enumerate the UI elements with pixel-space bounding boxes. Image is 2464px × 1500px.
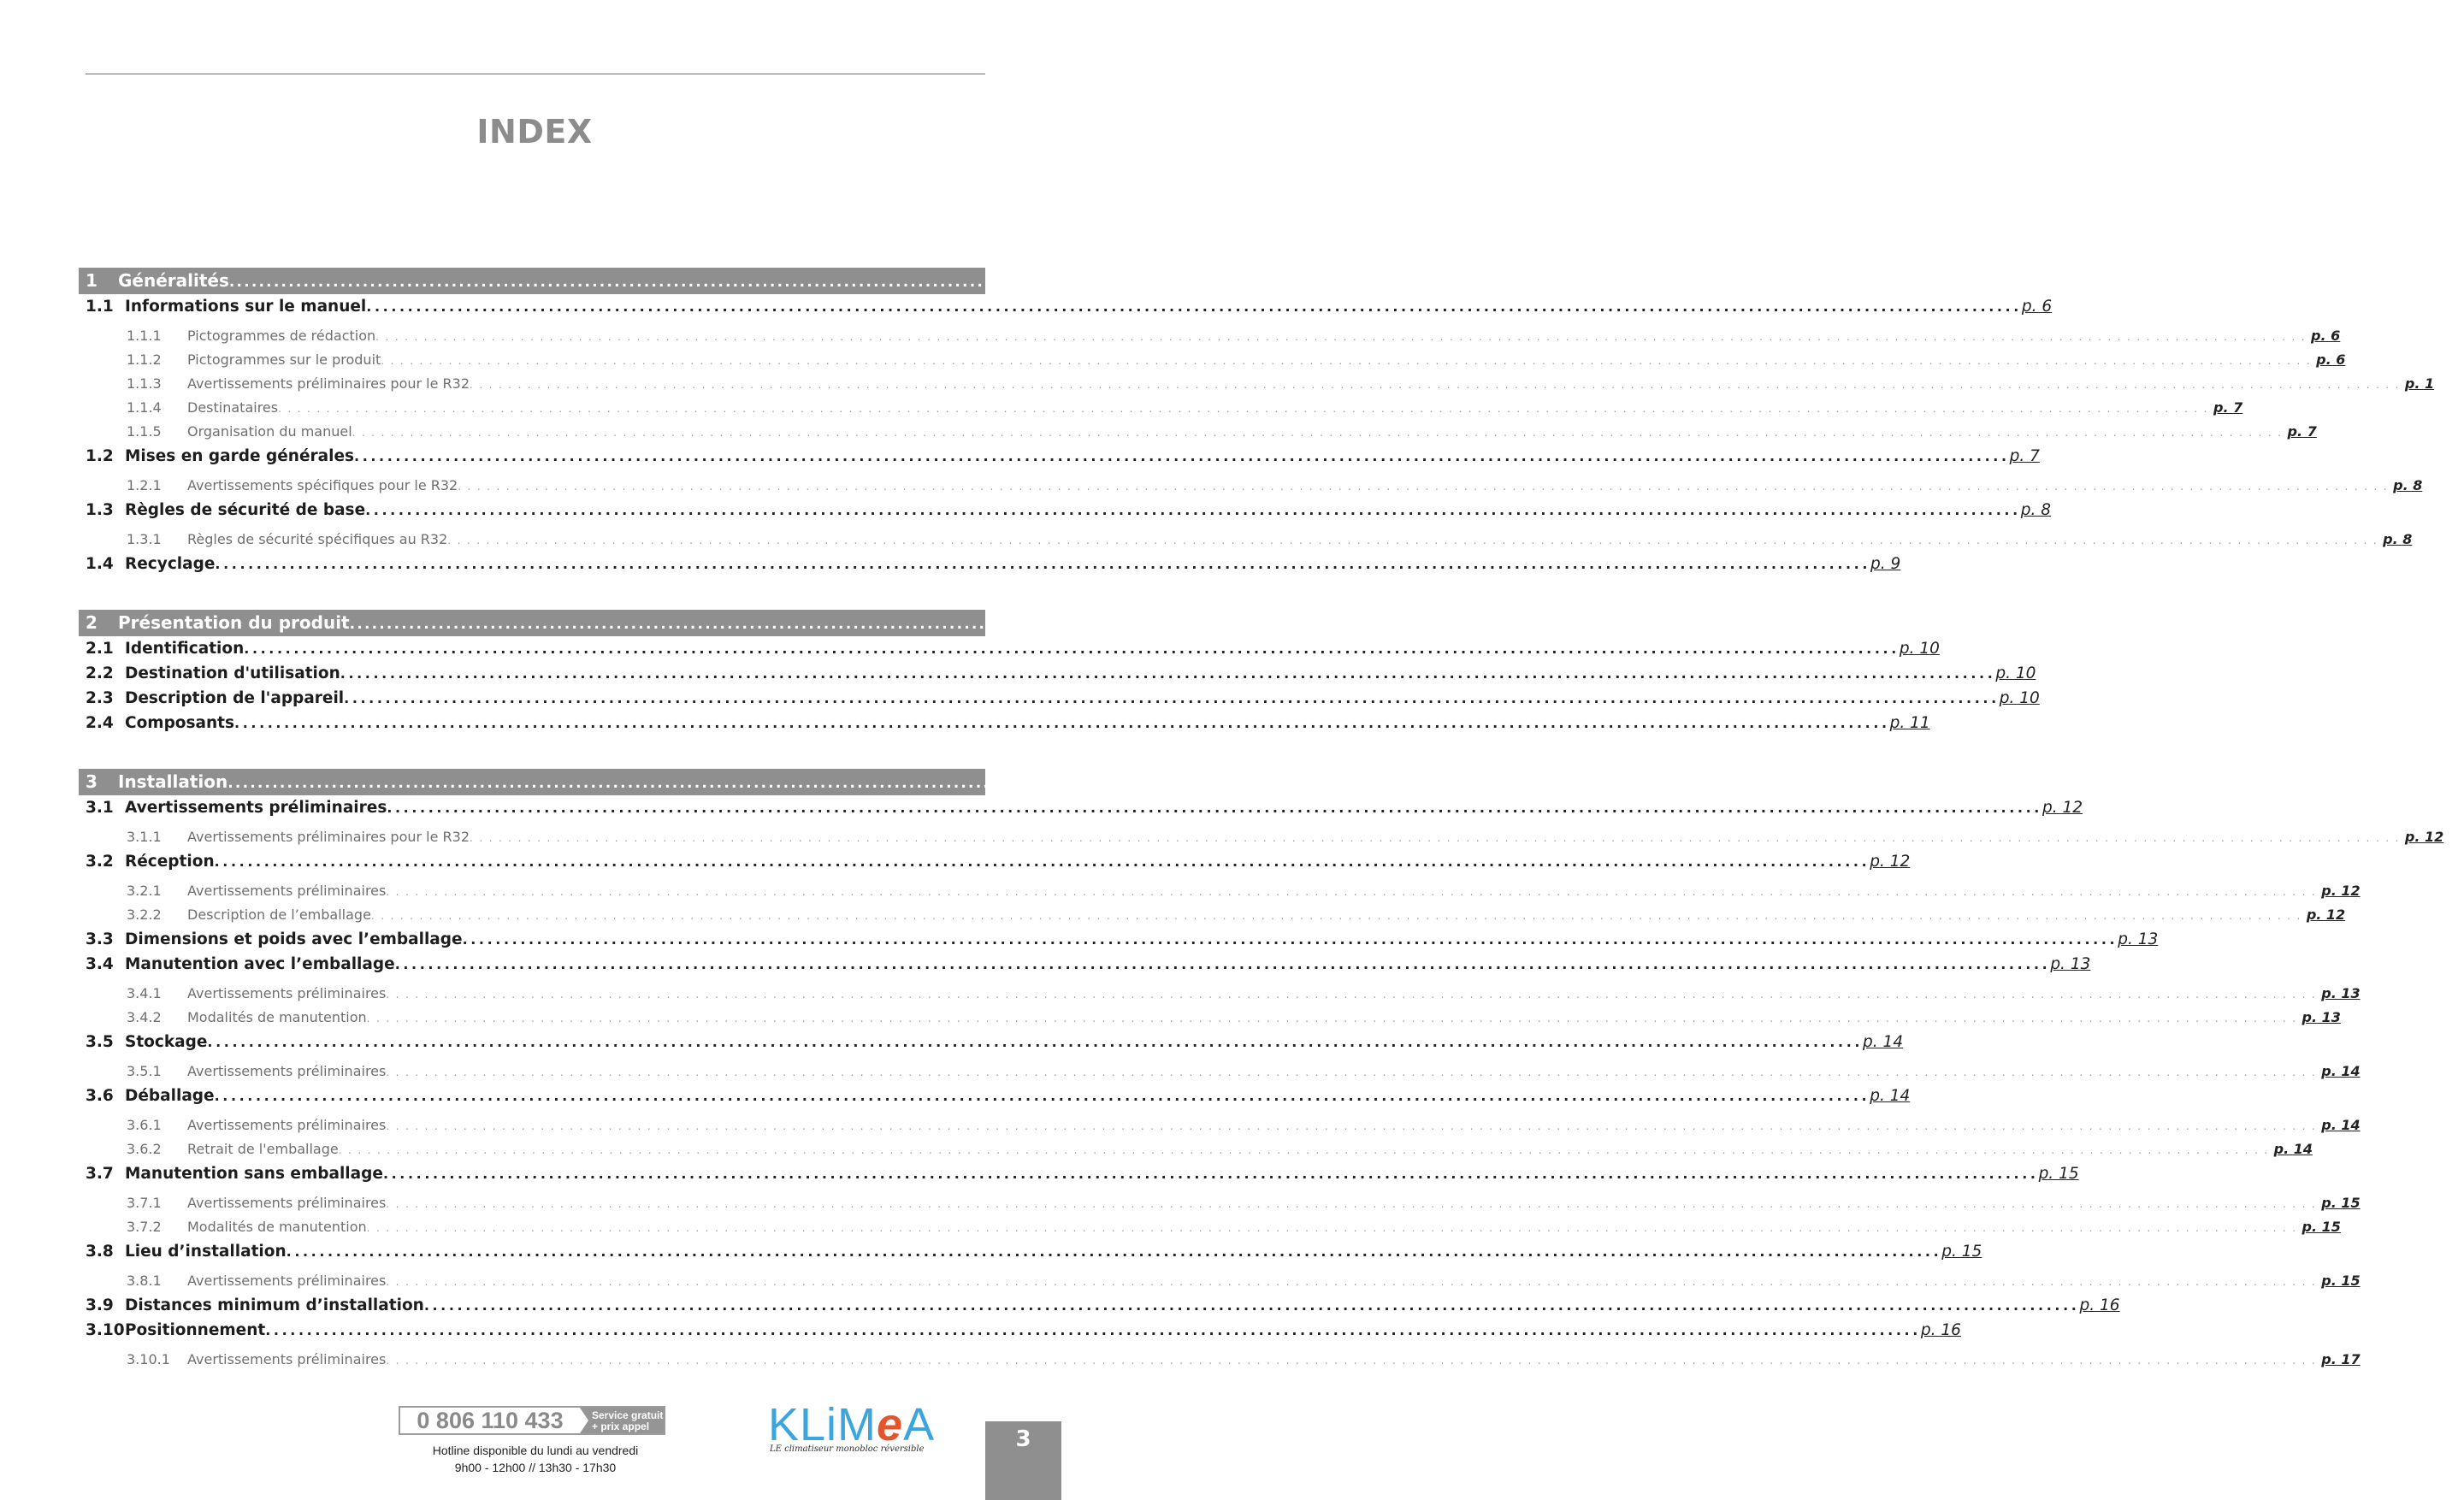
toc-entry xyxy=(79,1318,1961,1343)
toc-entry-leader-dots: ........................................................................................................................................................................................................ xyxy=(366,298,2022,315)
toc-entry-number: 2.2 xyxy=(86,664,114,682)
toc-subentry-leader-dots: ........................................................................................................................................................................................................ xyxy=(352,427,2288,439)
toc-entry-label: Manutention sans emballage xyxy=(125,1165,383,1183)
toc-entry xyxy=(79,498,2052,523)
toc-entry-page-link[interactable]: p. 13 xyxy=(2050,955,2091,973)
toc-entry-number: 1.3 xyxy=(86,501,114,519)
toc-subentry-number: 1.1.3 xyxy=(127,375,162,392)
toc-subentry-leader-dots: ........................................................................................................................................................................................................ xyxy=(366,1013,2302,1025)
toc-entry-label: Identification xyxy=(125,640,245,658)
toc-subentry-leader-dots: ........................................................................................................................................................................................................ xyxy=(386,1355,2322,1367)
toc-entry-label: Composants xyxy=(125,714,235,732)
toc-entry xyxy=(79,1030,1904,1054)
toc-subentry-number: 1.3.1 xyxy=(127,531,162,547)
toc-subentry-label: Description de l’emballage xyxy=(187,906,371,923)
toc-subentry-page-link[interactable]: p. 8 xyxy=(2393,477,2423,493)
toc-chapter xyxy=(79,610,1875,636)
toc-subentry-label: Organisation du manuel xyxy=(187,423,352,440)
toc-entry-number: 2.1 xyxy=(86,640,114,658)
toc-entry xyxy=(79,686,2040,711)
toc-entry-label: Description de l'appareil xyxy=(125,689,345,707)
toc-entry-leader-dots: ........................................................................................................................................................................................................ xyxy=(214,853,1870,870)
toc-entry-page-link[interactable]: p. 16 xyxy=(1920,1321,1961,1339)
toc-section xyxy=(79,769,2444,1372)
toc-entry-label: Avertissements préliminaires xyxy=(125,799,387,817)
toc-subentry-page-link[interactable]: p. 13 xyxy=(2302,1009,2341,1025)
toc-subentry-page-link[interactable]: p. 7 xyxy=(2213,399,2243,416)
toc-subentry-page-link[interactable]: p. 15 xyxy=(2321,1195,2361,1211)
toc-entry-label: Réception xyxy=(125,853,215,871)
toc-subentry-page-link[interactable]: p. 15 xyxy=(2321,1273,2361,1289)
toc-subentry-leader-dots: ........................................................................................................................................................................................................ xyxy=(338,1144,2274,1156)
toc-subentry-label: Avertissements spécifiques pour le R32 xyxy=(187,477,458,493)
toc-subentry-leader-dots: ........................................................................................................................................................................................................ xyxy=(386,1066,2322,1078)
page-title: INDEX xyxy=(476,113,593,151)
toc-subentry-number: 1.1.5 xyxy=(127,423,162,440)
toc-subentry-label: Avertissements préliminaires pour le R32 xyxy=(187,375,470,392)
toc-chapter-page-link[interactable]: p. 10 xyxy=(1830,612,1875,633)
hotline-line2: 9h00 - 12h00 // 13h30 - 17h30 xyxy=(454,1461,617,1474)
toc-chapter xyxy=(79,769,1752,795)
toc-chapter xyxy=(79,268,1743,294)
toc-subentry-leader-dots: ........................................................................................................................................................................................................ xyxy=(386,886,2322,898)
toc-entry xyxy=(79,927,2159,952)
toc-subentry xyxy=(79,1191,2361,1215)
toc-subentry-label: Destinataires xyxy=(187,399,279,416)
toc-entry-leader-dots: ........................................................................................................................................................................................................ xyxy=(354,448,2010,464)
toc-entry-page-link[interactable]: p. 8 xyxy=(2020,501,2052,519)
toc-entry-label: Destination d'utilisation xyxy=(125,664,340,682)
toc-subentry-page-link[interactable]: p. 14 xyxy=(2321,1063,2361,1079)
toc-subentry-number: 3.4.1 xyxy=(127,985,162,1001)
toc-subentry-label: Avertissements préliminaires xyxy=(187,883,387,899)
toc-entry xyxy=(79,1161,2079,1186)
toc-subentry-leader-dots: ........................................................................................................................................................................................................ xyxy=(386,989,2322,1001)
toc-subentry-page-link[interactable]: p. 6 xyxy=(2316,351,2346,368)
toc-entry-page-link[interactable]: p. 10 xyxy=(1999,689,2040,707)
toc-subentry-leader-dots: ........................................................................................................................................................................................................ xyxy=(386,1276,2322,1288)
toc-entry-number: 1.4 xyxy=(86,555,114,573)
toc-entry xyxy=(79,661,2036,686)
toc-entry-number: 3.1 xyxy=(86,799,114,817)
toc-entry xyxy=(79,636,1940,661)
toc-subentry-label: Règles de sécurité spécifiques au R32 xyxy=(187,531,448,547)
toc-subentry-leader-dots: ........................................................................................................................................................................................................ xyxy=(278,403,2213,415)
toc-subentry-leader-dots: ........................................................................................................................................................................................................ xyxy=(386,1198,2322,1210)
toc-entry-page-link[interactable]: p. 16 xyxy=(2079,1296,2120,1314)
toc-subentry-leader-dots: ........................................................................................................................................................................................................ xyxy=(370,910,2307,922)
toc-subentry-label: Avertissements préliminaires pour le R32 xyxy=(187,829,470,845)
toc-subentry-page-link[interactable]: p. 12 xyxy=(2404,829,2444,845)
toc-subentry-label: Avertissements préliminaires xyxy=(187,1195,387,1211)
toc-entry-number: 3.6 xyxy=(86,1087,114,1105)
toc-entry-page-link[interactable]: p. 11 xyxy=(1889,714,1930,732)
toc-subentry xyxy=(79,1006,2341,1030)
toc-entry-page-link[interactable]: p. 7 xyxy=(2009,447,2040,465)
toc-subentry-number: 1.1.1 xyxy=(127,328,162,344)
toc-entry-number: 3.10 xyxy=(86,1321,125,1339)
toc-subentry xyxy=(79,903,2346,927)
toc-chapter-leader-dots: ........................................................................................................................................................................................................ xyxy=(227,775,1709,792)
toc-subentry-leader-dots: ........................................................................................................................................................................................................ xyxy=(381,355,2317,367)
toc-entry-label: Stockage xyxy=(125,1033,208,1051)
toc-entry-leader-dots: ........................................................................................................................................................................................................ xyxy=(340,665,1996,682)
toc-entry xyxy=(79,952,2091,977)
toc-subentry xyxy=(79,372,2435,396)
toc-subentry-leader-dots: ........................................................................................................................................................................................................ xyxy=(470,379,2405,391)
toc-entry-number: 1.1 xyxy=(86,298,114,316)
toc-subentry xyxy=(79,982,2361,1006)
toc-subentry-label: Avertissements préliminaires xyxy=(187,1273,387,1289)
toc-entry-page-link[interactable]: p. 10 xyxy=(1899,640,1940,658)
toc-subentry xyxy=(79,879,2361,903)
toc-subentry-number: 3.2.1 xyxy=(127,883,162,899)
toc-subentry-leader-dots: ........................................................................................................................................................................................................ xyxy=(470,832,2405,844)
toc-entry-label: Informations sur le manuel xyxy=(125,298,367,316)
service-tag xyxy=(580,1408,664,1433)
toc-entry-leader-dots: ........................................................................................................................................................................................................ xyxy=(365,502,2021,518)
toc-entry xyxy=(79,294,2053,319)
toc-entry-number: 3.3 xyxy=(86,930,114,948)
toc-entry-leader-dots: ........................................................................................................................................................................................................ xyxy=(423,1297,2080,1314)
toc-entry-label: Mises en garde générales xyxy=(125,447,355,465)
toc-entry-page-link[interactable]: p. 15 xyxy=(2038,1165,2079,1183)
toc-entry-page-link[interactable]: p. 12 xyxy=(2042,799,2083,817)
toc-section xyxy=(79,268,2435,576)
toc-chapter-number: 2 xyxy=(86,612,97,633)
toc-entry xyxy=(79,1084,1911,1108)
toc-entry-leader-dots: ........................................................................................................................................................................................................ xyxy=(344,690,2000,706)
toc-entry-number: 3.2 xyxy=(86,853,114,871)
toc-subentry-leader-dots: ........................................................................................................................................................................................................ xyxy=(458,481,2394,493)
hotline-phone-box xyxy=(399,1406,665,1435)
toc-subentry xyxy=(79,348,2346,372)
logo-wordmark: KLiMeA xyxy=(768,1399,936,1450)
toc-entry-number: 1.2 xyxy=(86,447,114,465)
toc-entry-page-link[interactable]: p. 10 xyxy=(1995,664,2036,682)
hotline-line1: Hotline disponible du lundi au vendredi xyxy=(432,1444,639,1457)
toc-section xyxy=(79,610,2040,735)
toc-subentry-page-link[interactable]: p. 14 xyxy=(2321,1117,2361,1133)
toc-subentry xyxy=(79,1348,2361,1372)
hotline-phone-number: 0 806 110 433 xyxy=(417,1408,564,1433)
toc-entry-number: 2.3 xyxy=(86,689,114,707)
toc-subentry-number: 3.7.1 xyxy=(127,1195,162,1211)
toc-subentry xyxy=(79,1113,2361,1137)
table-of-contents xyxy=(79,268,2444,1372)
toc-subentry-number: 3.8.1 xyxy=(127,1273,162,1289)
toc-entry-leader-dots: ........................................................................................................................................................................................................ xyxy=(286,1243,1942,1260)
toc-subentry-leader-dots: ........................................................................................................................................................................................................ xyxy=(386,1120,2322,1132)
toc-subentry-label: Avertissements préliminaires xyxy=(187,1117,387,1133)
toc-entry-label: Manutention avec l’emballage xyxy=(125,955,395,973)
toc-entry-number: 3.9 xyxy=(86,1296,114,1314)
toc-entry-label: Recyclage xyxy=(125,555,216,573)
toc-subentry xyxy=(79,1269,2361,1293)
toc-entry xyxy=(79,444,2040,469)
toc-entry xyxy=(79,711,1930,735)
toc-chapter-leader-dots: ........................................................................................................................................................................................................ xyxy=(228,274,1711,291)
toc-entry-leader-dots: ........................................................................................................................................................................................................ xyxy=(244,641,1900,657)
klimea-logo xyxy=(768,1399,939,1456)
toc-chapter-label: Généralités xyxy=(118,270,229,291)
service-tag-line1: Service gratuit xyxy=(592,1409,664,1421)
toc-entry-number: 2.4 xyxy=(86,714,114,732)
toc-entry xyxy=(79,795,2083,820)
toc-chapter-number: 1 xyxy=(86,270,97,291)
toc-entry xyxy=(79,552,1901,576)
toc-chapter-number: 3 xyxy=(86,771,97,792)
toc-subentry-label: Avertissements préliminaires xyxy=(187,1351,387,1367)
toc-subentry-label: Avertissements préliminaires xyxy=(187,1063,387,1079)
toc-chapter-page-link[interactable]: p. 12 xyxy=(1708,771,1752,792)
toc-entry xyxy=(79,1293,2120,1318)
toc-entry-number: 3.5 xyxy=(86,1033,114,1051)
toc-subentry xyxy=(79,396,2243,420)
toc-subentry xyxy=(79,420,2317,444)
toc-subentry-number: 3.5.1 xyxy=(127,1063,162,1079)
toc-entry-leader-dots: ........................................................................................................................................................................................................ xyxy=(394,956,2051,972)
toc-entry-label: Dimensions et poids avec l’emballage xyxy=(125,930,463,948)
toc-entry-leader-dots: ........................................................................................................................................................................................................ xyxy=(462,931,2118,948)
toc-subentry-leader-dots: ........................................................................................................................................................................................................ xyxy=(375,331,2312,343)
toc-subentry xyxy=(79,528,2413,552)
toc-chapter-label: Présentation du produit xyxy=(118,612,350,633)
toc-subentry-page-link[interactable]: p. 6 xyxy=(2311,328,2341,344)
toc-entry-label: Déballage xyxy=(125,1087,215,1105)
toc-entry-leader-dots: ........................................................................................................................................................................................................ xyxy=(214,1088,1870,1104)
toc-subentry-page-link[interactable]: p. 12 xyxy=(2321,883,2361,899)
toc-subentry-number: 3.6.2 xyxy=(127,1141,162,1157)
toc-subentry xyxy=(79,1060,2361,1084)
toc-subentry-number: 1.2.1 xyxy=(127,477,162,493)
toc-entry xyxy=(79,849,1911,874)
toc-subentry-page-link[interactable]: p. 14 xyxy=(2273,1141,2313,1157)
toc-entry-number: 3.7 xyxy=(86,1165,114,1183)
toc-subentry-number: 1.1.2 xyxy=(127,351,162,368)
toc-subentry xyxy=(79,825,2444,849)
toc-entry-leader-dots: ........................................................................................................................................................................................................ xyxy=(234,715,1890,731)
toc-entry-leader-dots: ........................................................................................................................................................................................................ xyxy=(387,800,2042,816)
toc-subentry xyxy=(79,324,2341,348)
toc-entry-leader-dots: ........................................................................................................................................................................................................ xyxy=(382,1166,2039,1182)
toc-subentry-page-link[interactable]: p. 13 xyxy=(2321,985,2361,1001)
toc-subentry-label: Pictogrammes de rédaction xyxy=(187,328,376,344)
toc-chapter-page-link[interactable]: p. 6 xyxy=(1710,270,1743,291)
toc-subentry-label: Modalités de manutention xyxy=(187,1219,367,1235)
page-number: 3 xyxy=(985,1421,1061,1500)
toc-chapter-leader-dots: ........................................................................................................................................................................................................ xyxy=(349,616,1831,633)
toc-subentry-number: 1.1.4 xyxy=(127,399,162,416)
toc-subentry-label: Pictogrammes sur le produit xyxy=(187,351,381,368)
toc-subentry xyxy=(79,1215,2341,1239)
toc-entry-page-link[interactable]: p. 14 xyxy=(1863,1033,1904,1051)
toc-subentry xyxy=(79,1137,2313,1161)
toc-entry-label: Règles de sécurité de base xyxy=(125,501,366,519)
toc-subentry-number: 3.4.2 xyxy=(127,1009,162,1025)
service-tag-line2: + prix appel xyxy=(592,1420,650,1432)
toc-subentry-page-link[interactable]: p. 12 xyxy=(2306,906,2346,923)
toc-subentry xyxy=(79,474,2423,498)
toc-subentry-label: Avertissements préliminaires xyxy=(187,985,387,1001)
toc-entry xyxy=(79,1239,1982,1264)
toc-chapter-label: Installation xyxy=(118,771,228,792)
toc-subentry-number: 3.2.2 xyxy=(127,906,162,923)
toc-entry-number: 3.4 xyxy=(86,955,114,973)
toc-subentry-label: Modalités de manutention xyxy=(187,1009,367,1025)
toc-entry-label: Distances minimum d’installation xyxy=(125,1296,424,1314)
toc-entry-label: Lieu d’installation xyxy=(125,1243,287,1261)
toc-entry-number: 3.8 xyxy=(86,1243,114,1261)
toc-entry-leader-dots: ........................................................................................................................................................................................................ xyxy=(265,1322,1921,1338)
toc-entry-label: Positionnement xyxy=(125,1321,266,1339)
toc-subentry-label: Retrait de l'emballage xyxy=(187,1141,339,1157)
toc-subentry-number: 3.10.1 xyxy=(127,1351,170,1367)
toc-subentry-leader-dots: ........................................................................................................................................................................................................ xyxy=(447,534,2384,546)
toc-subentry-page-link[interactable]: p. 7 xyxy=(2287,423,2317,440)
toc-entry-leader-dots: ........................................................................................................................................................................................................ xyxy=(215,556,1871,572)
toc-entry-page-link[interactable]: p. 12 xyxy=(1870,853,1911,871)
toc-entry-leader-dots: ........................................................................................................................................................................................................ xyxy=(207,1034,1864,1050)
toc-entry-page-link[interactable]: p. 13 xyxy=(2118,930,2159,948)
hotline-hours xyxy=(399,1442,672,1476)
toc-subentry-page-link[interactable]: p. 17 xyxy=(2321,1351,2361,1367)
toc-entry-page-link[interactable]: p. 14 xyxy=(1870,1087,1911,1105)
toc-subentry-number: 3.6.1 xyxy=(127,1117,162,1133)
toc-entry-page-link[interactable]: p. 6 xyxy=(2021,298,2053,316)
toc-subentry-number: 3.1.1 xyxy=(127,829,162,845)
toc-entry-page-link[interactable]: p. 9 xyxy=(1870,555,1901,573)
toc-subentry-leader-dots: ........................................................................................................................................................................................................ xyxy=(366,1222,2302,1234)
toc-subentry-page-link[interactable]: p. 8 xyxy=(2383,531,2413,547)
toc-subentry-page-link[interactable]: p. 15 xyxy=(2302,1219,2341,1235)
logo-tagline: LE climatiseur monobloc réversible xyxy=(770,1444,925,1454)
toc-subentry-number: 3.7.2 xyxy=(127,1219,162,1235)
toc-entry-page-link[interactable]: p. 15 xyxy=(1941,1243,1982,1261)
toc-subentry-page-link[interactable]: p. 1 xyxy=(2404,375,2435,392)
